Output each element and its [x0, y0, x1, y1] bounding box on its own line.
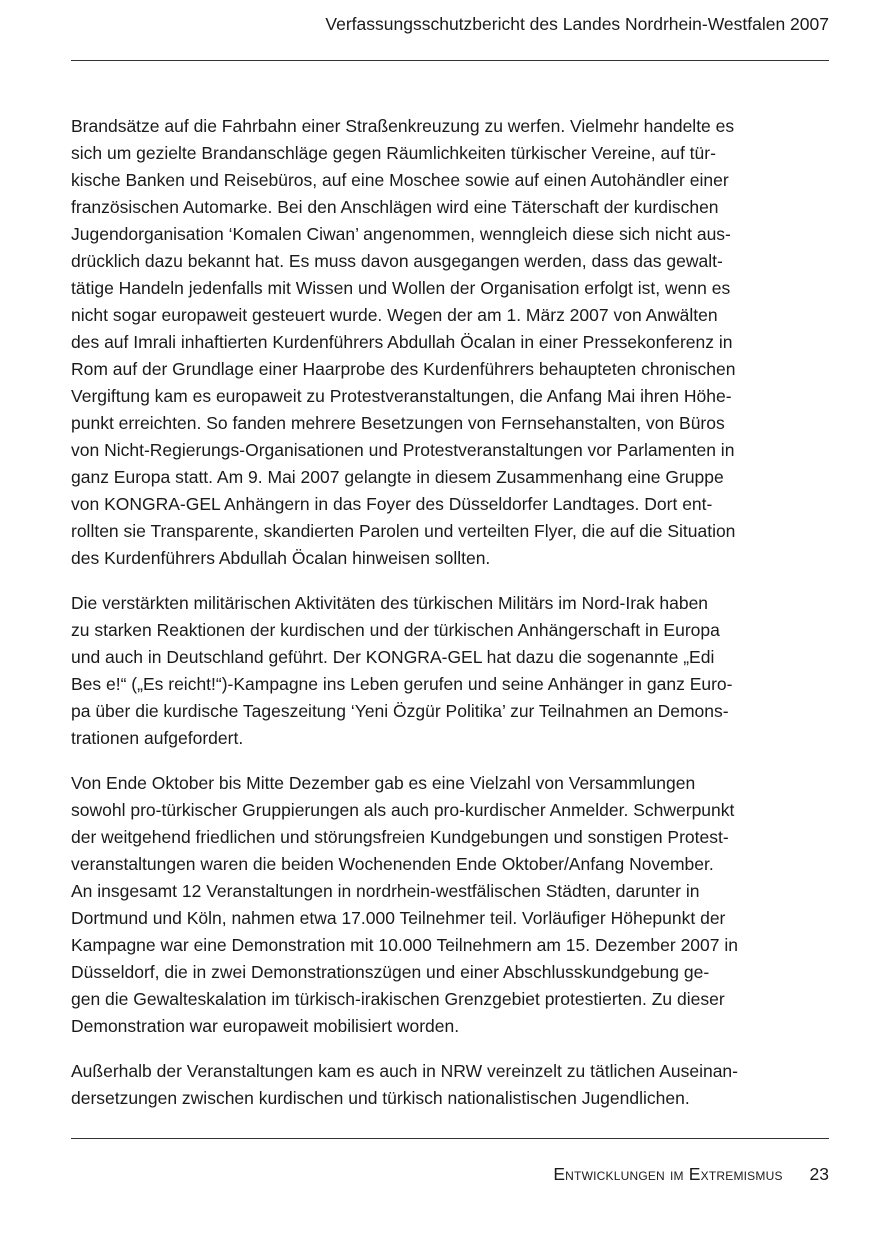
text-line: des auf Imrali inhaftierten Kurdenführers Abdullah Öcalan in einer Pressekonferenz in	[71, 332, 733, 352]
footer-section-title: Entwicklungen im Extremismus	[553, 1164, 783, 1184]
text-line: pa über die kurdische Tageszeitung ‘Yeni Özgür Politika’ zur Teilnahmen an Demons-	[71, 701, 729, 721]
running-header-title: Verfassungsschutzbericht des Landes Nordrhein-Westfalen 2007	[325, 14, 829, 34]
text-line: Demonstration war europaweit mobilisiert worden.	[71, 1016, 460, 1036]
text-line: trationen aufgefordert.	[71, 728, 244, 748]
paragraph-3	[71, 770, 787, 1040]
text-line: dersetzungen zwischen kurdischen und türkisch nationalistischen Jugendlichen.	[71, 1088, 690, 1108]
text-line: von KONGRA-GEL Anhängern in das Foyer des Düsseldorfer Landtages. Dort ent-	[71, 494, 713, 514]
paragraph-4	[71, 1058, 787, 1112]
paragraph-2	[71, 590, 787, 752]
paragraph-1	[71, 113, 787, 572]
page-number: 23	[809, 1164, 829, 1184]
text-line: französischen Automarke. Bei den Anschlägen wird eine Täterschaft der kurdischen	[71, 197, 719, 217]
text-line: der weitgehend friedlichen und störungsfreien Kundgebungen und sonstigen Protest-	[71, 827, 729, 847]
header-divider	[71, 60, 829, 61]
text-line: rollten sie Transparente, skandierten Parolen und verteilten Flyer, die auf die Situation	[71, 521, 736, 541]
text-line: zu starken Reaktionen der kurdischen und der türkischen Anhängerschaft in Europa	[71, 620, 720, 640]
text-line: sowohl pro-türkischer Gruppierungen als auch pro-kurdischer Anmelder. Schwerpunkt	[71, 800, 735, 820]
text-line: Vergiftung kam es europaweit zu Protestveranstaltungen, die Anfang Mai ihren Höhe-	[71, 386, 732, 406]
text-line: Außerhalb der Veranstaltungen kam es auch in NRW vereinzelt zu tätlichen Auseinan-	[71, 1061, 738, 1081]
text-line: sich um gezielte Brandanschläge gegen Räumlichkeiten türkischer Vereine, auf tür-	[71, 143, 716, 163]
text-line: punkt erreichten. So fanden mehrere Besetzungen von Fernsehanstalten, von Büros	[71, 413, 725, 433]
text-line: Bes e!“ („Es reicht!“)-Kampagne ins Leben gerufen und seine Anhänger in ganz Euro-	[71, 674, 733, 694]
page-footer	[553, 1162, 829, 1186]
text-line: veranstaltungen waren die beiden Wochenenden Ende Oktober/Anfang November.	[71, 854, 714, 874]
text-line: An insgesamt 12 Veranstaltungen in nordrhein-westfälischen Städten, darunter in	[71, 881, 700, 901]
text-line: Jugendorganisation ‘Komalen Ciwan’ angenommen, wenngleich diese sich nicht aus-	[71, 224, 731, 244]
text-line: des Kurdenführers Abdullah Öcalan hinweisen sollten.	[71, 548, 491, 568]
text-line: Die verstärkten militärischen Aktivitäten des türkischen Militärs im Nord-Irak haben	[71, 593, 709, 613]
text-line: Rom auf der Grundlage einer Haarprobe des Kurdenführers behaupteten chronischen	[71, 359, 736, 379]
text-line: Brandsätze auf die Fahrbahn einer Straßenkreuzung zu werfen. Vielmehr handelte es	[71, 116, 735, 136]
text-line: Dortmund und Köln, nahmen etwa 17.000 Teilnehmer teil. Vorläufiger Höhepunkt der	[71, 908, 726, 928]
text-line: Kampagne war eine Demonstration mit 10.000 Teilnehmern am 15. Dezember 2007 in	[71, 935, 738, 955]
text-line: tätige Handeln jedenfalls mit Wissen und Wollen der Organisation erfolgt ist, wenn es	[71, 278, 731, 298]
text-line: von Nicht-Regierungs-Organisationen und Protestveranstaltungen vor Parlamenten in	[71, 440, 735, 460]
footer-divider	[71, 1138, 829, 1139]
text-line: Von Ende Oktober bis Mitte Dezember gab es eine Vielzahl von Versammlungen	[71, 773, 696, 793]
text-line: drücklich dazu bekannt hat. Es muss davon ausgegangen werden, dass das gewalt-	[71, 251, 723, 271]
page-body	[71, 113, 787, 1130]
text-line: kische Banken und Reisebüros, auf eine Moschee sowie auf einen Autohändler einer	[71, 170, 729, 190]
text-line: und auch in Deutschland geführt. Der KONGRA-GEL hat dazu die sogenannte „Edi	[71, 647, 715, 667]
text-line: nicht sogar europaweit gesteuert wurde. Wegen der am 1. März 2007 von Anwälten	[71, 305, 718, 325]
text-line: gen die Gewalteskalation im türkisch-irakischen Grenzgebiet protestierten. Zu dieser	[71, 989, 725, 1009]
text-line: ganz Europa statt. Am 9. Mai 2007 gelangte in diesem Zusammenhang eine Gruppe	[71, 467, 724, 487]
text-line: Düsseldorf, die in zwei Demonstrationszügen und einer Abschlusskundgebung ge-	[71, 962, 710, 982]
